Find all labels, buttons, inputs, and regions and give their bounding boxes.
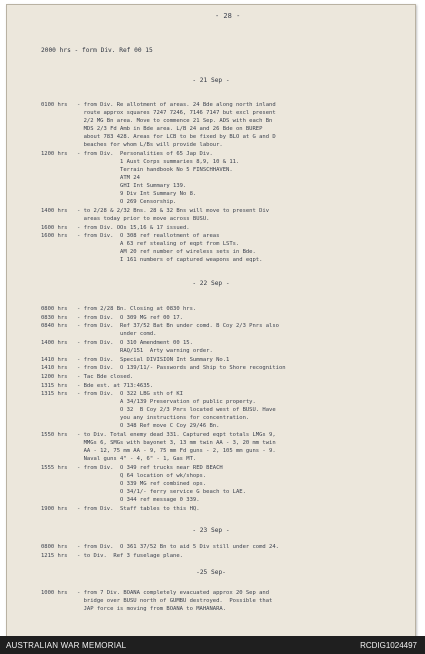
entry-text-line: - from Div. Staff tables to this HQ. [77,505,200,512]
date-heading: -25 Sep- [196,569,226,576]
entry-text-line: O 32 B Coy 2/3 Pnrs located west of BUSU. Have [77,407,276,414]
entry-text-line: I 161 numbers of captured weapons and eqpt. [77,257,263,264]
archive-name: AUSTRALIAN WAR MEMORIAL [6,641,127,650]
date-heading: - 22 Sep - [192,280,230,287]
entry-time: 1215 hrs [41,552,68,559]
entry-time: 1550 hrs [41,432,68,439]
entry-text-line: O 348 Ref move C Coy 29/46 Bn. [77,423,220,430]
entry-text-line: A 34/139 Preservation of public property. [77,399,256,406]
entry-text-line: - from Div. Ref 37/52 Bat Bn under comd. B Coy 2/3 Pnrs also [77,323,279,330]
entry-time: 1400 hrs [41,207,68,214]
entry-text-line: A 63 ref stealing of eqpt from LSTs. [77,241,240,248]
entry-text-line: O 269 Censorship. [77,199,177,206]
entry-text-line: - from Div. O 361 37/52 Bn to aid 5 Div still under comd 24. [77,544,279,550]
entry-text-line: Terrain handbook No 5 FINSCHHAVEN. [77,166,233,173]
document-header-line: 2000 hrs - form Div. Ref 00 15 [41,47,153,54]
entry-text-line: under comd. [77,331,157,338]
entry-text-line: O 34/1/- ferry service G beach to LAE. [77,489,246,496]
entry-text-line: RAQ/151 Arty warning order. [77,348,213,355]
date-heading: - 23 Sep - [192,527,230,534]
entry-text-line: - Tac Bde closed. [77,374,134,380]
entry-text-line: - to 2/28 & 2/32 Bns. 28 & 32 Bns will move to present Div [77,207,270,214]
entry-time: 1000 hrs [41,590,68,596]
entry-time: 1410 hrs [41,365,68,372]
entry-time: 1410 hrs [41,356,68,363]
entry-text-line: AM 20 ref number of wireless sets in Bde. [77,249,256,256]
entry-time: 1400 hrs [41,340,68,346]
archive-reference-id: RCDIG1024497 [360,641,417,650]
entry-text-line: beaches for whom L/Bs will provide labour. [77,142,223,149]
entry-text-line: - from Div. Special DIVISION Int Summary No.1 [77,356,230,363]
entry-text-line: - from 7 Div. BOANA completely evacuated approx 20 Sep and [77,590,270,596]
entry-time: 1315 hrs [41,382,68,389]
entry-text-line: MMGs 6, SMGs with bayonet 3, 13 mm twin AA - 3, 20 mm twin [77,440,276,447]
entry-text-line: - from Div. Re allotment of areas. 24 Bde along north inland [77,102,276,108]
entry-time: 0840 hrs [41,323,68,330]
entry-text-line: 9 Div Int Summary No 8. [77,191,197,198]
entry-time: 1200 hrs [41,150,68,157]
entry-text-line: bridge over BUSU north of GUMBU destroyed. Possible that [77,598,273,605]
entry-time: 1600 hrs [41,233,68,240]
entry-text-line: 1 Aust Corps summaries 8,9, 10 & 11. [77,158,240,165]
entry-text-line: JAP force is moving from BOANA to MAHANARA. [77,606,227,613]
entry-text-line: areas today prior to move across BUSU. [77,215,210,222]
entry-time: 1600 hrs [41,224,68,231]
entry-text-line: - to Div. Total enemy dead 331. Captured eqpt totals LMGs 9, [77,432,276,439]
entry-text-line: - from Div. OOs 15,16 & 17 issued. [77,224,190,231]
entry-time: 0100 hrs [41,102,68,108]
entry-text-line: 2/2 MG Bn area. Move to commence 21 Sep. ADS with each Bn [77,118,273,125]
entry-text-line: - from Div. O 308 ref reallotment of areas [77,233,220,240]
entry-time: 1900 hrs [41,505,68,512]
entry-time: 0800 hrs [41,544,68,550]
entry-time: 1315 hrs [41,391,68,398]
entry-text-line: Naval guns 4" - 4, 6" - 1, Gas MT. [77,456,197,463]
entry-time: 1555 hrs [41,464,68,471]
archive-footer-bar [0,636,425,654]
document-page [6,4,416,638]
entry-time: 1200 hrs [41,374,68,380]
entry-text-line: MDS 2/3 Fd Amb in Bde area. L/B 24 and 26 Bde on BUREP [77,126,263,133]
entry-time: 0800 hrs [41,306,68,312]
entry-text-line: AA - 12, 75 mm AA - 9, 75 mm Fd guns - 2, 105 mm guns - 9. [77,448,276,455]
entry-text-line: - from Div. O 139/11/- Passwords and Ship to Shore recognition [77,365,286,372]
entry-text-line: - from Div. O 310 Amendment 00 15. [77,340,193,346]
date-heading: - 21 Sep - [192,77,230,84]
entry-text-line: O 339 MG ref combined ops. [77,481,207,488]
entry-text-line: - from 2/28 Bn. Closing at 0830 hrs. [77,306,197,312]
entry-text-line: about 783 428. Areas for LCB to be fixed by BLO at G and D [77,134,276,141]
entry-text-line: - from Div. O 322 LBG sth of KI [77,391,183,398]
entry-text-line: you any instructions for concentration. [77,415,250,422]
entry-text-line: route approx squares 7247 7246, 7146 7147 but excl present [77,110,276,117]
entry-text-line: Q 64 location of wk/shops. [77,472,207,479]
entry-time: 0830 hrs [41,314,68,321]
page-number: - 28 - [215,12,241,20]
entry-text-line: GHI Int Summary 139. [77,183,187,190]
entry-text-line: - from Div. O 309 MG ref 00 17. [77,314,183,321]
entry-text-line: ATM 24 [77,175,140,182]
entry-text-line: O 344 ref message 0 339. [77,497,200,504]
entry-text-line: - from Div. Personalities of 65 Jap Div. [77,150,213,157]
entry-text-line: - to Div. Ref 3 fuselage plane. [77,552,183,559]
entry-text-line: - Bde est. at 713:4635. [77,382,154,389]
entry-text-line: - from Div. O 349 ref trucks near RED BEACH [77,464,223,471]
